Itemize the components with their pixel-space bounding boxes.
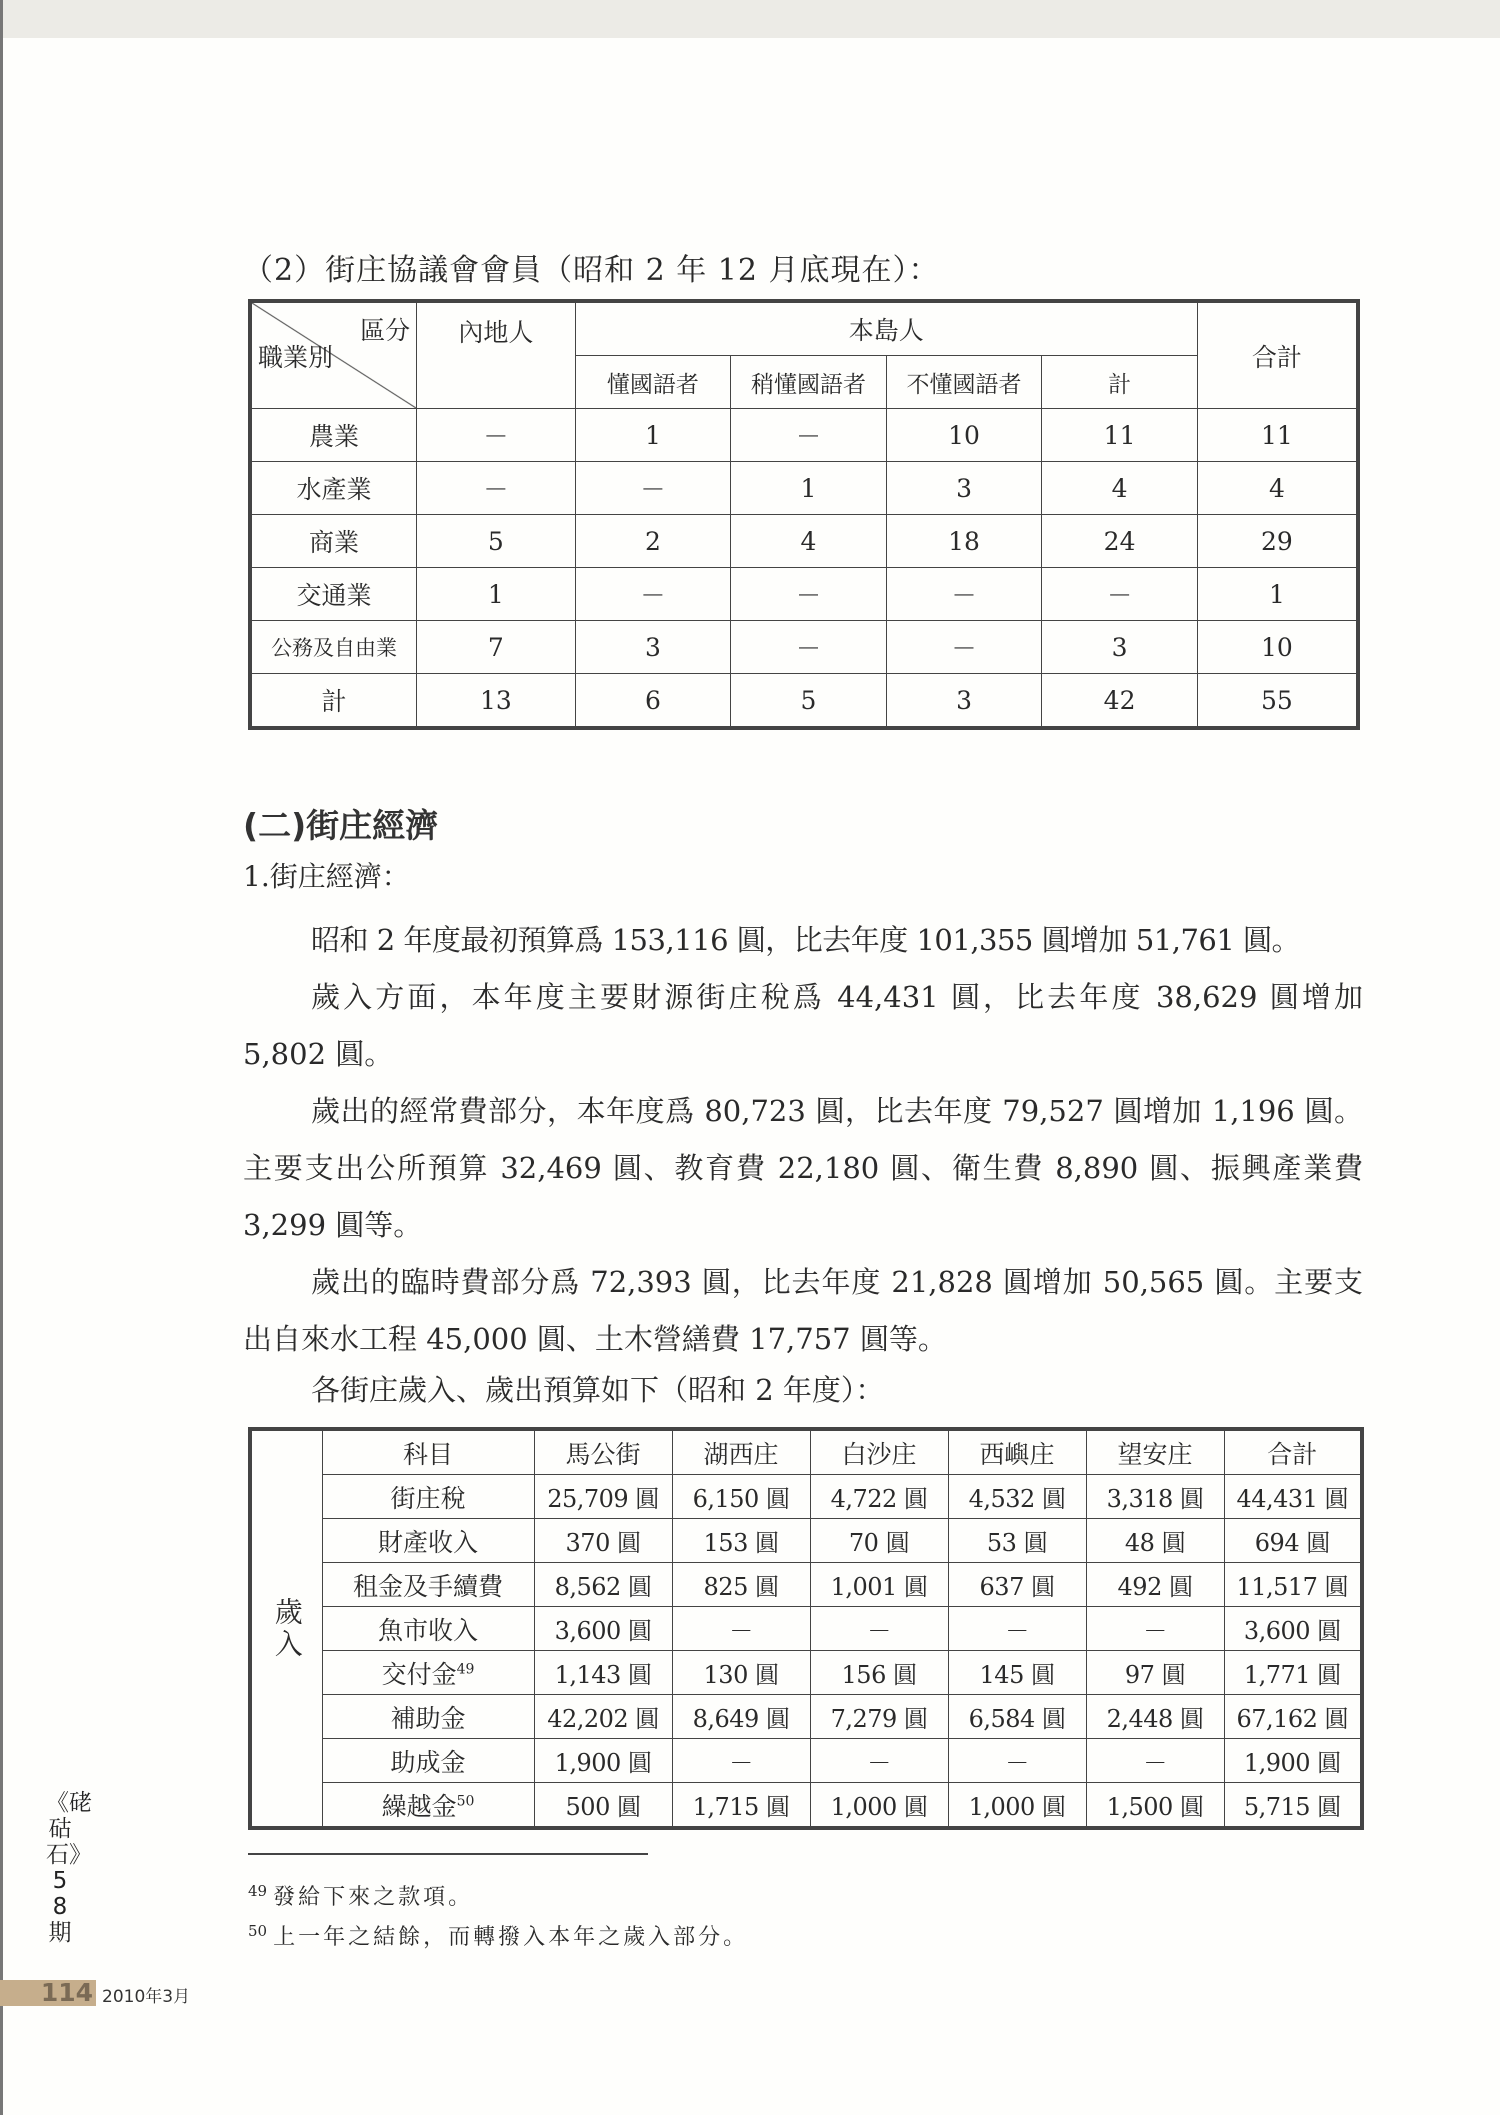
cell: 1,900 圓 — [534, 1739, 672, 1783]
cell: 1 — [575, 409, 731, 462]
cell: 53 圓 — [948, 1519, 1086, 1563]
cell: 492 圓 — [1086, 1563, 1224, 1607]
cell: 1,001 圓 — [810, 1563, 948, 1607]
table-row — [250, 1739, 1362, 1783]
corner-bottom-label: 職業別 — [258, 343, 334, 372]
cell: － — [948, 1739, 1086, 1783]
row-label-text: 魚市收入 — [377, 1615, 478, 1645]
row-label-text: 街庄稅 — [390, 1483, 466, 1513]
cell: 1,900 圓 — [1224, 1739, 1362, 1783]
cell: － — [672, 1607, 810, 1651]
footnote — [248, 1920, 748, 1951]
cell: 153 圓 — [672, 1519, 810, 1563]
header-cell: 西嶼庄 — [948, 1429, 1086, 1475]
cell: 29 — [1197, 515, 1358, 568]
cell: 825 圓 — [672, 1563, 810, 1607]
cell: 156 圓 — [810, 1651, 948, 1695]
row-label-text: 財產收入 — [377, 1527, 478, 1557]
table-row — [250, 1519, 1362, 1563]
subheader-cell: 稍懂國語者 — [731, 356, 887, 409]
cell: 1 — [417, 568, 576, 621]
cell: 25,709 圓 — [534, 1475, 672, 1519]
cell: 1 — [731, 462, 887, 515]
row-label — [322, 1563, 534, 1607]
group-label-revenue: 歲入 — [250, 1429, 322, 1828]
budget-table — [248, 1427, 1364, 1830]
cell: 10 — [1197, 621, 1358, 674]
scan-left-edge — [0, 0, 3, 2115]
cell: － — [672, 1739, 810, 1783]
corner-header-cell — [250, 301, 417, 409]
cell: 44,431 圓 — [1224, 1475, 1362, 1519]
footnote-divider — [248, 1853, 648, 1855]
cell: 130 圓 — [672, 1651, 810, 1695]
footnote — [248, 1880, 473, 1911]
header-cell: 湖西庄 — [672, 1429, 810, 1475]
row-label-text: 補助金 — [390, 1703, 466, 1733]
cell: 4 — [1197, 462, 1358, 515]
cell: － — [948, 1607, 1086, 1651]
cell: 1,771 圓 — [1224, 1651, 1362, 1695]
cell: 1,715 圓 — [672, 1783, 810, 1829]
table-row — [250, 568, 1358, 621]
issue-date: 2010年3月 — [102, 1987, 191, 2007]
cell: 24 — [1042, 515, 1198, 568]
cell: － — [1086, 1607, 1224, 1651]
journal-title: 《硓𥑮石》58期 — [46, 1790, 92, 1946]
row-label: 交通業 — [250, 568, 417, 621]
row-label — [322, 1739, 534, 1783]
cell: － — [575, 462, 731, 515]
cell: 18 — [886, 515, 1042, 568]
cell: － — [575, 568, 731, 621]
scan-top-band — [0, 0, 1500, 38]
cell: 7,279 圓 — [810, 1695, 948, 1739]
cell: － — [731, 621, 887, 674]
cell: 145 圓 — [948, 1651, 1086, 1695]
cell: 3 — [886, 674, 1042, 729]
table-row — [250, 1475, 1362, 1519]
cell: 500 圓 — [534, 1783, 672, 1829]
cell: 3,600 圓 — [1224, 1607, 1362, 1651]
cell: 3,600 圓 — [534, 1607, 672, 1651]
table-row — [250, 621, 1358, 674]
footnote-text: 發給下來之款項。 — [273, 1885, 474, 1910]
cell: － — [731, 568, 887, 621]
paragraph: 歲出的臨時費部分爲 72,393 圓，比去年度 21,828 圓增加 50,565 圓。主要支出自來水工程 45,000 圓、土木營繕費 17,757 圓等。 — [243, 1265, 1363, 1356]
header-cell: 科目 — [322, 1429, 534, 1475]
table-header-row — [250, 1429, 1362, 1475]
cell: － — [1042, 568, 1198, 621]
cell: 5,715 圓 — [1224, 1783, 1362, 1829]
cell: 694 圓 — [1224, 1519, 1362, 1563]
cell: 3 — [886, 462, 1042, 515]
table-row — [250, 409, 1358, 462]
subheader-cell: 不懂國語者 — [886, 356, 1042, 409]
paragraph: 昭和 2 年度最初預算爲 153,116 圓，比去年度 101,355 圓增加 51,761 圓。 — [311, 923, 1301, 957]
subsection-title: 1.街庄經濟： — [243, 860, 410, 893]
table-row — [250, 462, 1358, 515]
header-cell: 白沙庄 — [810, 1429, 948, 1475]
cell: 8,649 圓 — [672, 1695, 810, 1739]
header-cell: 合計 — [1224, 1429, 1362, 1475]
cell: － — [417, 462, 576, 515]
cell: 1 — [1197, 568, 1358, 621]
cell: － — [1086, 1739, 1224, 1783]
row-label — [322, 1783, 534, 1829]
cell: 4 — [1042, 462, 1198, 515]
header-cell: 望安庄 — [1086, 1429, 1224, 1475]
cell: － — [810, 1739, 948, 1783]
table-row — [250, 1563, 1362, 1607]
table-intro: 各街庄歲入、歲出預算如下（昭和 2 年度）： — [311, 1373, 885, 1407]
row-label: 計 — [250, 674, 417, 729]
cell: 3 — [1042, 621, 1198, 674]
footnote-ref[interactable]: 50 — [456, 1793, 475, 1810]
cell: － — [417, 409, 576, 462]
cell: 55 — [1197, 674, 1358, 729]
header-total: 合計 — [1197, 301, 1358, 409]
footnote-text: 上一年之結餘，而轉撥入本年之歲入部分。 — [273, 1925, 749, 1950]
council-heading: （2）街庄協議會會員（昭和 2 年 12 月底現在）： — [243, 253, 940, 288]
table-row — [250, 1783, 1362, 1829]
cell: 3,318 圓 — [1086, 1475, 1224, 1519]
header-islander: 本島人 — [575, 301, 1197, 356]
subheader-cell: 計 — [1042, 356, 1198, 409]
cell: 4,722 圓 — [810, 1475, 948, 1519]
row-label — [322, 1519, 534, 1563]
footnote-number: 49 — [248, 1881, 268, 1900]
cell: 10 — [886, 409, 1042, 462]
row-label: 水產業 — [250, 462, 417, 515]
table-header-row — [250, 301, 1358, 356]
cell: 11,517 圓 — [1224, 1563, 1362, 1607]
cell: － — [886, 621, 1042, 674]
cell: 5 — [731, 674, 887, 729]
cell: 1,000 圓 — [948, 1783, 1086, 1829]
table-row — [250, 1651, 1362, 1695]
row-label: 公務及自由業 — [250, 621, 417, 674]
cell: 6 — [575, 674, 731, 729]
cell: 637 圓 — [948, 1563, 1086, 1607]
subheader-cell: 懂國語者 — [575, 356, 731, 409]
cell: 370 圓 — [534, 1519, 672, 1563]
cell: － — [810, 1607, 948, 1651]
cell: － — [731, 409, 887, 462]
cell: 70 圓 — [810, 1519, 948, 1563]
cell: 4 — [731, 515, 887, 568]
cell: 67,162 圓 — [1224, 1695, 1362, 1739]
cell: 48 圓 — [1086, 1519, 1224, 1563]
row-label: 商業 — [250, 515, 417, 568]
table-row — [250, 1695, 1362, 1739]
table-total-row — [250, 674, 1358, 729]
row-label — [322, 1651, 534, 1695]
row-label — [322, 1475, 534, 1519]
cell: 1,500 圓 — [1086, 1783, 1224, 1829]
row-label-text: 助成金 — [390, 1747, 466, 1777]
cell: 3 — [575, 621, 731, 674]
page-number: 114 — [0, 1980, 96, 2006]
header-mainland: 內地人 — [417, 301, 576, 409]
paragraph: 歲出的經常費部分，本年度爲 80,723 圓，比去年度 79,527 圓增加 1,196 圓。主要支出公所預算 32,469 圓、教育費 22,180 圓、衛生費 8,890 圓、振興產業費 3,299 圓等。 — [243, 1094, 1363, 1242]
row-label-text: 租金及手續費 — [352, 1571, 503, 1601]
cell: 1,143 圓 — [534, 1651, 672, 1695]
cell: 11 — [1042, 409, 1198, 462]
table-row — [250, 1607, 1362, 1651]
cell: 11 — [1197, 409, 1358, 462]
table-row — [250, 515, 1358, 568]
row-label-text: 交付金 — [381, 1659, 457, 1689]
cell: 42 — [1042, 674, 1198, 729]
cell: 8,562 圓 — [534, 1563, 672, 1607]
cell: 6,584 圓 — [948, 1695, 1086, 1739]
cell: 13 — [417, 674, 576, 729]
cell: 2,448 圓 — [1086, 1695, 1224, 1739]
section-title: (二)街庄經濟 — [243, 806, 439, 845]
footnote-number: 50 — [248, 1921, 268, 1940]
cell: 5 — [417, 515, 576, 568]
cell: 1,000 圓 — [810, 1783, 948, 1829]
row-label — [322, 1695, 534, 1739]
header-cell: 馬公街 — [534, 1429, 672, 1475]
council-members-table — [248, 299, 1360, 730]
cell: 4,532 圓 — [948, 1475, 1086, 1519]
row-label-text: 繰越金 — [381, 1791, 457, 1821]
row-label — [322, 1607, 534, 1651]
cell: 2 — [575, 515, 731, 568]
corner-top-label: 區分 — [360, 316, 411, 345]
cell: 97 圓 — [1086, 1651, 1224, 1695]
cell: － — [886, 568, 1042, 621]
cell: 7 — [417, 621, 576, 674]
footnote-ref[interactable]: 49 — [456, 1661, 475, 1678]
cell: 6,150 圓 — [672, 1475, 810, 1519]
cell: 42,202 圓 — [534, 1695, 672, 1739]
paragraph: 歲入方面，本年度主要財源街庄稅爲 44,431 圓，比去年度 38,629 圓增加 5,802 圓。 — [243, 980, 1363, 1071]
row-label: 農業 — [250, 409, 417, 462]
